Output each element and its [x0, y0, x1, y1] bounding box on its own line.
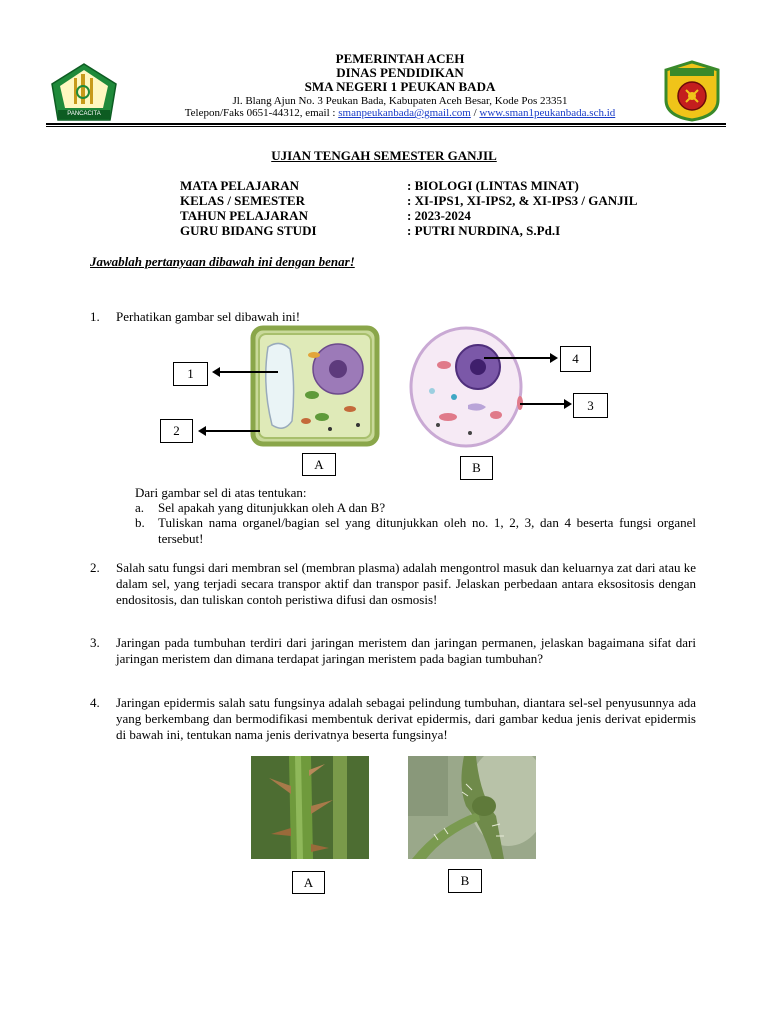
arrow-4: [484, 357, 552, 359]
q2-text: Salah satu fungsi dari membran sel (membran plasma) adalah mengontrol masuk dan keluarnya zat dari atau ke dalam sel, yang terjadi secara transpor aktif dan transpor pasif. Jelaskan perbedaan antara eksositosis dengan endositosis, dan tuliskan contoh peristiwa difusi dan osmosis!: [116, 560, 696, 607]
cell-label-a: A: [302, 453, 336, 476]
plant-cell-image: [250, 325, 380, 447]
arrow-1: [216, 371, 278, 373]
q1-sub-a: Sel apakah yang ditunjukkan oleh A dan B?: [158, 500, 386, 515]
exam-title: UJIAN TENGAH SEMESTER GANJIL: [271, 148, 497, 163]
thorn-photo: [251, 756, 369, 859]
photo-label-b: B: [448, 869, 482, 893]
info-value-subject: : BIOLOGI (LINTAS MINAT): [407, 178, 579, 193]
header-school-name: SMA NEGERI 1 PEUKAN BADA: [304, 79, 496, 94]
info-label-year: TAHUN PELAJARAN: [180, 208, 308, 223]
q4-text: Jaringan epidermis salah satu fungsinya adalah sebagai pelindung tumbuhan, diantara sel-sel penyusunnya ada yang berkembang dan bermodifikasi membentuk derivat epidermis, dari gambar kedua jenis derivat epidermis di bawah ini, tentukan nama jenis derivatnya beserta fungsinya!: [116, 695, 696, 742]
instruction: Jawablah pertanyaan dibawah ini dengan benar!: [90, 254, 355, 269]
animal-cell-image: [408, 325, 524, 449]
q3-number: 3.: [90, 635, 100, 650]
arrow-2-head: [198, 426, 206, 436]
q1-sub-b: Tuliskan nama organel/bagian sel yang ditunjukkan oleh no. 1, 2, 3, dan 4 beserta fungsi organel tersebut!: [158, 515, 696, 546]
q1-intro: Dari gambar sel di atas tentukan:: [135, 485, 307, 500]
link-separator: /: [470, 107, 480, 119]
header-department: DINAS PENDIDIKAN: [336, 65, 464, 80]
emblem-caption: PANCACITA: [67, 111, 101, 117]
cell-label-b: B: [460, 456, 493, 480]
phone-text: Telepon/Faks 0651-44312, email :: [184, 107, 339, 119]
province-emblem-right: [662, 60, 722, 122]
info-label-class: KELAS / SEMESTER: [180, 193, 305, 208]
info-label-teacher: GURU BIDANG STUDI: [180, 223, 317, 238]
header-address: Jl. Blang Ajun No. 3 Peukan Bada, Kabupaten Aceh Besar, Kode Pos 23351: [232, 95, 568, 107]
q3-text: Jaringan pada tumbuhan terdiri dari jaringan meristem dan jaringan permanen, jelaskan bagaimana sifat dari jaringan meristem dan dimana terdapat jaringan meristem pada bagian tumbuhan?: [116, 635, 696, 666]
info-value-year: : 2023-2024: [407, 208, 471, 223]
arrow-1-head: [212, 367, 220, 377]
label-box-4: 4: [560, 346, 591, 372]
label-box-3: 3: [573, 393, 608, 418]
info-value-teacher: : PUTRI NURDINA, S.Pd.I: [407, 223, 561, 238]
info-label-subject: MATA PELAJARAN: [180, 178, 300, 193]
label-box-1: 1: [173, 362, 208, 386]
q1-sub-a-letter: a.: [135, 500, 145, 515]
label-box-2: 2: [160, 419, 193, 443]
info-value-class: : XI-IPS1, XI-IPS2, & XI-IPS3 / GANJIL: [407, 193, 638, 208]
header-government: PEMERINTAH ACEH: [335, 51, 465, 66]
arrow-3-head: [564, 399, 572, 409]
q1-sub-b-letter: b.: [135, 515, 145, 530]
school-emblem-left: [50, 62, 118, 122]
trichome-photo: [408, 756, 536, 859]
photo-label-a: A: [292, 871, 325, 894]
q1-number: 1.: [90, 309, 100, 324]
q2-number: 2.: [90, 560, 100, 575]
website-link[interactable]: www.sman1peukanbada.sch.id: [479, 107, 616, 119]
arrow-4-head: [550, 353, 558, 363]
header-rule-thin: [46, 126, 726, 127]
header-rule-thick: [46, 123, 726, 125]
arrow-2: [202, 430, 260, 432]
header-contact: [130, 107, 670, 120]
email-link[interactable]: smanpeukanbada@gmail.com: [338, 107, 471, 119]
arrow-3: [520, 403, 566, 405]
q4-number: 4.: [90, 695, 100, 710]
q1-text: Perhatikan gambar sel dibawah ini!: [116, 309, 301, 324]
